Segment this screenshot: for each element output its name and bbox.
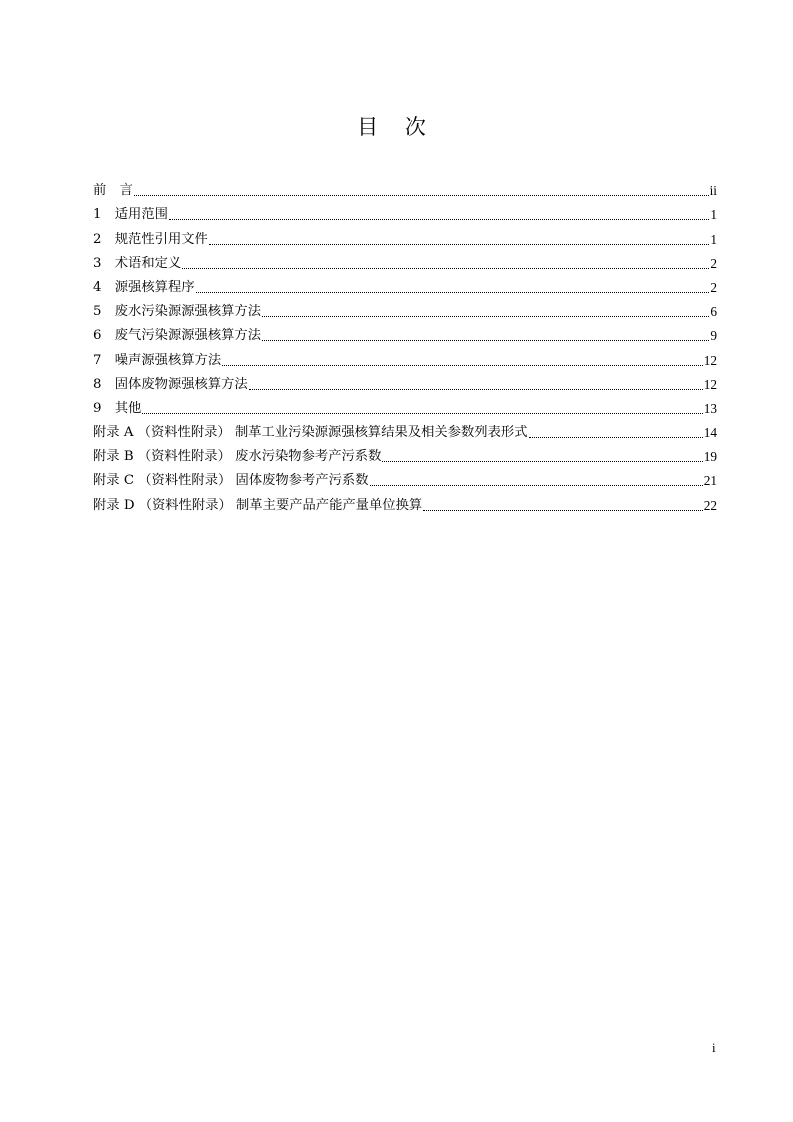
toc-entry-label: 5 废水污染源源强核算方法 xyxy=(93,304,262,320)
toc-entry-label: 8 固体废物源强核算方法 xyxy=(93,376,248,392)
toc-entry-normative-references[interactable] xyxy=(93,225,717,249)
toc-entry-page: 21 xyxy=(703,473,717,489)
toc-entry-appendix-c[interactable] xyxy=(93,467,717,491)
toc-entry-page: 1 xyxy=(710,231,717,247)
toc-entry-label: 附录 D （资料性附录） 制革主要产品产能产量单位换算 xyxy=(93,497,423,513)
toc-leader-dots xyxy=(169,219,709,220)
toc-entry-solid-waste-method[interactable] xyxy=(93,371,717,395)
toc-entry-page: 12 xyxy=(703,376,717,392)
toc-entry-waste-gas-method[interactable] xyxy=(93,322,717,346)
toc-leader-dots xyxy=(182,268,709,269)
toc-entry-label: 附录 C （资料性附录） 固体废物参考产污系数 xyxy=(93,473,369,489)
toc-entry-page: 1 xyxy=(710,207,717,223)
toc-leader-dots xyxy=(142,413,702,414)
toc-leader-dots xyxy=(529,437,703,438)
toc-entry-appendix-b[interactable] xyxy=(93,443,717,467)
toc-entry-page: ii xyxy=(709,183,717,199)
toc-entry-page: 13 xyxy=(703,400,717,416)
toc-entry-page: 2 xyxy=(710,255,717,271)
toc-leader-dots xyxy=(196,292,710,293)
toc-entry-foreword[interactable] xyxy=(93,177,717,201)
toc-leader-dots xyxy=(423,510,703,511)
toc-leader-dots xyxy=(249,389,703,390)
toc-entry-page: 22 xyxy=(703,497,717,513)
toc-entry-appendix-d[interactable] xyxy=(93,491,717,515)
toc-entry-label: 1 适用范围 xyxy=(93,207,168,223)
toc-entry-label: 6 废气污染源源强核算方法 xyxy=(93,328,262,344)
toc-entry-wastewater-method[interactable] xyxy=(93,298,717,322)
toc-entry-appendix-a[interactable] xyxy=(93,419,717,443)
page-title: 目 次 xyxy=(357,115,436,139)
toc-entry-terms-definitions[interactable] xyxy=(93,250,717,274)
toc-entry-noise-method[interactable] xyxy=(93,346,717,370)
toc-entry-page: 12 xyxy=(703,352,717,368)
toc-entry-label: 附录 A （资料性附录） 制革工业污染源源强核算结果及相关参数列表形式 xyxy=(93,425,528,441)
toc-entry-label: 附录 B （资料性附录） 废水污染物参考产污系数 xyxy=(93,449,382,465)
toc-leader-dots xyxy=(262,316,709,317)
toc-entry-page: 19 xyxy=(703,449,717,465)
toc-entry-label: 3 术语和定义 xyxy=(93,255,182,271)
toc-entry-page: 14 xyxy=(703,425,717,441)
toc-entry-label: 4 源强核算程序 xyxy=(93,279,195,295)
toc-entry-label: 9 其他 xyxy=(93,400,142,416)
table-of-contents xyxy=(93,177,717,516)
toc-leader-dots xyxy=(134,195,709,196)
toc-leader-dots xyxy=(370,485,703,486)
toc-leader-dots xyxy=(222,365,703,366)
toc-entry-scope[interactable] xyxy=(93,201,717,225)
toc-leader-dots xyxy=(262,340,709,341)
toc-entry-label: 前 言 xyxy=(93,183,133,199)
toc-entry-page: 9 xyxy=(710,328,717,344)
toc-leader-dots xyxy=(382,461,702,462)
toc-entry-page: 6 xyxy=(710,304,717,320)
toc-entry-label: 2 规范性引用文件 xyxy=(93,231,208,247)
toc-leader-dots xyxy=(209,244,710,245)
page-number: i xyxy=(712,1040,716,1055)
toc-entry-label: 7 噪声源强核算方法 xyxy=(93,352,222,368)
toc-entry-accounting-procedure[interactable] xyxy=(93,274,717,298)
toc-entry-other[interactable] xyxy=(93,395,717,419)
toc-entry-page: 2 xyxy=(710,279,717,295)
